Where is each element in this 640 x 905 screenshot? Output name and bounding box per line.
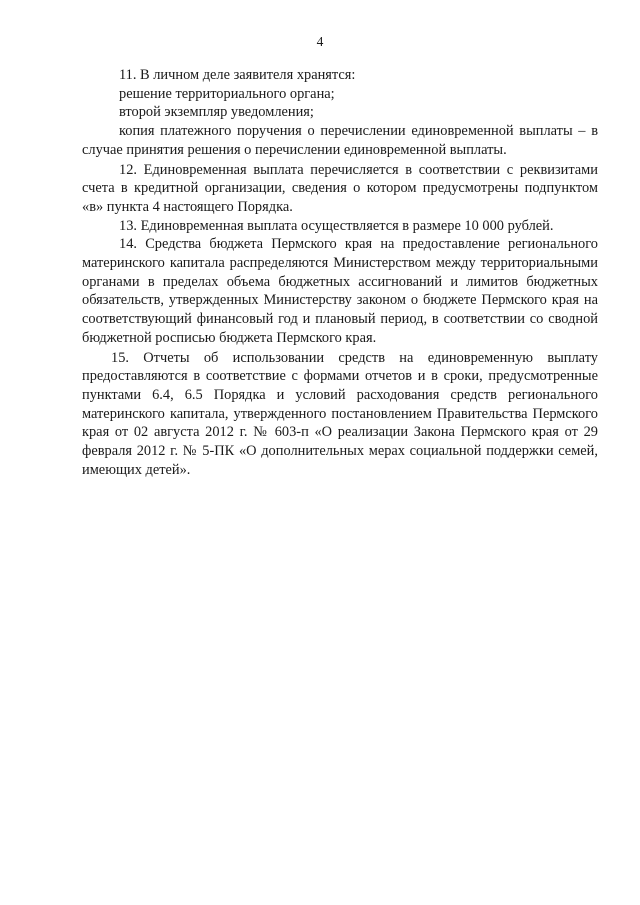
page-number: 4 xyxy=(316,34,324,49)
paragraph-13: 13. Единовременная выплата осуществляется в размере 10 000 рублей. xyxy=(119,217,554,234)
document-body xyxy=(82,66,598,479)
paragraph-11-item-payment-order: копия платежного поручения о перечислении единовременной выплаты – в случае принятия решения о перечислении единовременной выплаты. xyxy=(82,123,598,158)
paragraph-11-item-notification: второй экземпляр уведомления; xyxy=(119,104,314,121)
paragraph-12: 12. Единовременная выплата перечисляется в соответствии с реквизитами счета в кредитной организации, сведения о котором предусмотрены подпунктом «в» пункта 4 настоящего Порядка. xyxy=(82,161,598,215)
paragraph-14: 14. Средства бюджета Пермского края на предоставление регионального материнского капитала распределяются Министерством между территориальными органами в пределах объема бюджетных ассигнований и лимитов бюджетных обязательств, утвержденных Министерству законом о бюджете Пермского края на соответствующий финансовый год и плановый период, в соответствии со сводной бюджетной росписью бюджета Пермского края. xyxy=(82,236,598,346)
paragraph-11-heading: 11. В личном деле заявителя хранятся: xyxy=(119,67,356,83)
paragraph-15: 15. Отчеты об использовании средств на единовременную выплату предоставляются в соответствие с формами отчетов и в сроки, предусмотренные пунктами 6.4, 6.5 Порядка и условий расходования средств регионального материнского капитала, утвержденного постановлением Правительства Пермского края от 02 августа 2012 г. № 603-п «О реализации Закона Пермского края от 29 февраля 2012 г. № 5-ПК «О дополнительных мерах социальной поддержки семей, имеющих детей». xyxy=(82,349,598,478)
paragraph-11-item-decision: решение территориального органа; xyxy=(119,85,335,102)
